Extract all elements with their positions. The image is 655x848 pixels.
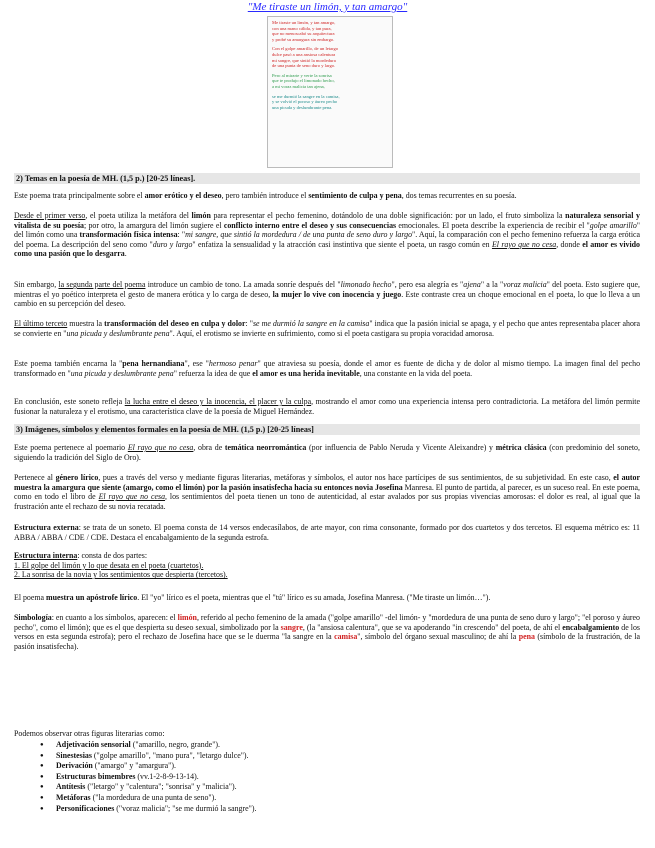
paragraph-poemario: Este poema pertenece al poemario El rayo que no cesa, obra de temática neorromántica (por influencia de Pablo Neruda y Vicente Aleixandre) y métrica clásica (con predominio del soneto, siguiendo la tradición del Siglo de Oro). — [14, 443, 640, 462]
poem-line: Pero al mirarte y verte la sonrisa — [272, 72, 332, 78]
poem-line: que no menoscabó su arquitectura — [272, 31, 335, 37]
poem-line: Con el golpe amarillo, de un letargo — [272, 46, 339, 52]
paragraph-pena-hernandiana: Este poema también encarna la "pena hernandiana", ese "hermoso penar" que atraviesa su poesía, donde el amor es fuente de dicha y de dolor al mismo tiempo. La imagen final del pecho transformado en "una picuda y deslumbrante pena" refuerza la idea de que el amor es una herida inevitable, una constante en la vida del poeta. — [14, 359, 641, 378]
list-item: ● Estructuras bimembres (vv.1-2-8-9-13-14). — [40, 772, 600, 783]
poem-title: "Me tiraste un limón, y tan amargo" — [247, 1, 408, 13]
poem-line: una picuda y deslumbrante pena. — [272, 104, 333, 110]
list-item: ● Sinestesias ("golpe amarillo", "mano pura", "letargo dulce"). — [40, 751, 600, 762]
paragraph-second-part: Sin embargo, la segunda parte del poema introduce un cambio de tono. La amada sonríe después del "limonado hecho", pero esa alegría es "ajena" a la "voraz malicia" del poeta. Esto sugiere que, mientras el yo poético interpreta el gesto de manera erótica y lo carga de deseo, la mujer lo vive con inocencia y juego. Este contraste crea un choque emocional en el poeta, lo que lo lleva a un cambio en su percepción del deseo. — [14, 280, 640, 309]
paragraph-last-tercet: El último terceto muestra la transformación del deseo en culpa y dolor: "se me durmió la sangre en la camisa" indica que la pasión inicial se apaga, y el pecho que antes representaba placer ahora se convierte en "una picuda y deslumbrante pena". Aquí, el erotismo se invierte en sufrimiento, como si el poeta castigara su propia voracidad amorosa. — [14, 319, 641, 338]
paragraph-figures-intro: Podemos observar otras figuras literarias como: — [14, 729, 165, 738]
paragraph-lemon-metaphor: Desde el primer verso, el poeta utiliza la metáfora del limón para representar el pecho femenino, dotándolo de una doble significación: por un lado, el fruto simboliza la naturaleza sensorial y vitalista de su poesía; por otro, la amargura del limón sugiere el conflicto interno entre el deseo y sus consecuencias emocionales. El poeta describe la experiencia de recibir el "golpe amarillo" del limón como una transformación física intensa: "mi sangre, que sintió la mordedura / de una punta de seno duro y largo". Aquí, la comparación con el pecho femenino refuerza la carga erótica del poema. La descripción del seno como "duro y largo" enfatiza la sensualidad y la atracción casi instintiva que siente el poeta, un rasgo común en El rayo que no cesa, donde el amor es vivido como una pasión que lo desgarra. — [14, 211, 641, 259]
list-item: ● Personificaciones ("voraz malicia"; "se me durmió la sangre"). — [40, 804, 600, 815]
section-3-heading: 3) Imágenes, símbolos y elementos formales en la poesía de MH. (1,5 p.) [20-25 líneas] — [14, 424, 640, 435]
poem-image — [267, 16, 393, 168]
list-item: ● Adjetivación sensorial ("amarillo, negro, grande"). — [40, 740, 600, 751]
paragraph-apostrofe: El poema muestra un apóstrofe lírico. El "yo" lírico es el poeta, mientras que el "tú" lírico es su amada, Josefina Manresa. ("Me tiraste un limón…"). — [14, 593, 491, 602]
poem-line: que te produjo el limonado hecho, — [272, 78, 335, 84]
list-item: ● Antítesis ("letargo" y "calentura"; "sonrisa" y "malicia"). — [40, 782, 600, 793]
paragraph-conclusion: En conclusión, este soneto refleja la lucha entre el deseo y la inocencia, el placer y la culpa, mostrando el amor como una experiencia intensa pero contradictoria. La metáfora del limón permite fusionar la naturaleza y el erotismo, una característica clave de la poesía de Miguel Hernández. — [14, 397, 640, 416]
poem-line: se me durmió la sangre en la camisa, — [272, 93, 340, 99]
poem-line: con una mano cálida, y tan pura, — [272, 25, 332, 31]
poem-line: Me tiraste un limón, y tan amargo, — [272, 20, 336, 25]
poem-line: mi sangre, que sintió la mordedura — [272, 57, 336, 63]
poem-line: de una punta de seno duro y largo. — [272, 63, 336, 69]
paragraph-genero-lirico: Pertenece al género lírico, pues a través del verso y mediante figuras literarias, metáforas y símbolos, el autor nos hace partícipes de sus sentimientos, de su subjetividad. En este caso, el autor muestra la amargura que siente (amargo, como el limón) por la pasión insatisfecha hacia su entonces novia Josefina Manresa. El punto de partida, al parecer, es un suceso real. En este poema, como en todo el libro de El rayo que no cesa, los sentimientos del poeta tienen un tono de autenticidad, al estar avalados por sus propias vivencias amorosas: el dolor es real, al igual que la frustración ante el rechazo de su novia recatada. — [14, 473, 641, 511]
paragraph-estructura-interna: Estructura interna: consta de dos partes: 1. El golpe del limón y lo que desata en el poeta (cuartetos). 2. La sonrisa de la novia y los sentimientos que despierta (tercetos). — [14, 551, 228, 580]
section-2-heading: 2) Temas en la poesía de MH. (1,5 p.) [20-25 líneas]. — [14, 173, 640, 184]
list-item: ● Metáforas ("la mordedura de una punta de seno"). — [40, 793, 600, 804]
poem-line: y se volvió el poroso y áureo pecho — [272, 99, 338, 105]
paragraph-simbologia: Simbología: en cuanto a los símbolos, aparecen: el limón, referido al pecho femenino de la amada ("golpe amarillo" -del limón- y "mordedura de una punta de seno duro y largo"; "el poroso y áureo pecho", como el limón); que es el que despierta su deseo sexual, simbolizado por la sangre, (la "ansiosa calentura", que se va apoderando "in crescendo" del poeta, de ahí el encabalgamiento de los versos en esta segunda estrofa); pero el rechazo de Josefina hace que se le duerma "la sangre en la camisa", símbolo del órgano sexual masculino; de ahí la pena (símbolo de la frustración, de la pasión insatisfecha). — [14, 613, 641, 651]
paragraph-estructura-externa: Estructura externa: se trata de un soneto. El poema consta de 14 versos endecasílabos, de arte mayor, con rima consonante, formado por dos cuartetos y dos tercetos. El esquema métrico es: 11 ABBA / ABBA / CDE / CDE. Destaca el encabalgamiento de la segunda estrofa. — [14, 523, 640, 542]
poem-stanza-2 — [272, 46, 388, 68]
paragraph-themes-intro: Este poema trata principalmente sobre el amor erótico y el deseo, pero también introduce el sentimiento de culpa y pena, dos temas recurrentes en su poesía. — [14, 191, 517, 200]
list-item: ● Derivación ("amargo" y "amargura"). — [40, 761, 600, 772]
poem-line: dulce pasó a una ansiosa calentura — [272, 51, 336, 57]
poem-line: a mi voraz malicia tan ajena, — [272, 83, 325, 89]
poem-stanza-3 — [272, 73, 388, 90]
literary-figures-list — [40, 740, 600, 814]
poem-stanza-4 — [272, 94, 388, 111]
poem-stanza-1 — [272, 20, 388, 42]
poem-line: y probé su amargura sin embargo. — [272, 36, 335, 42]
